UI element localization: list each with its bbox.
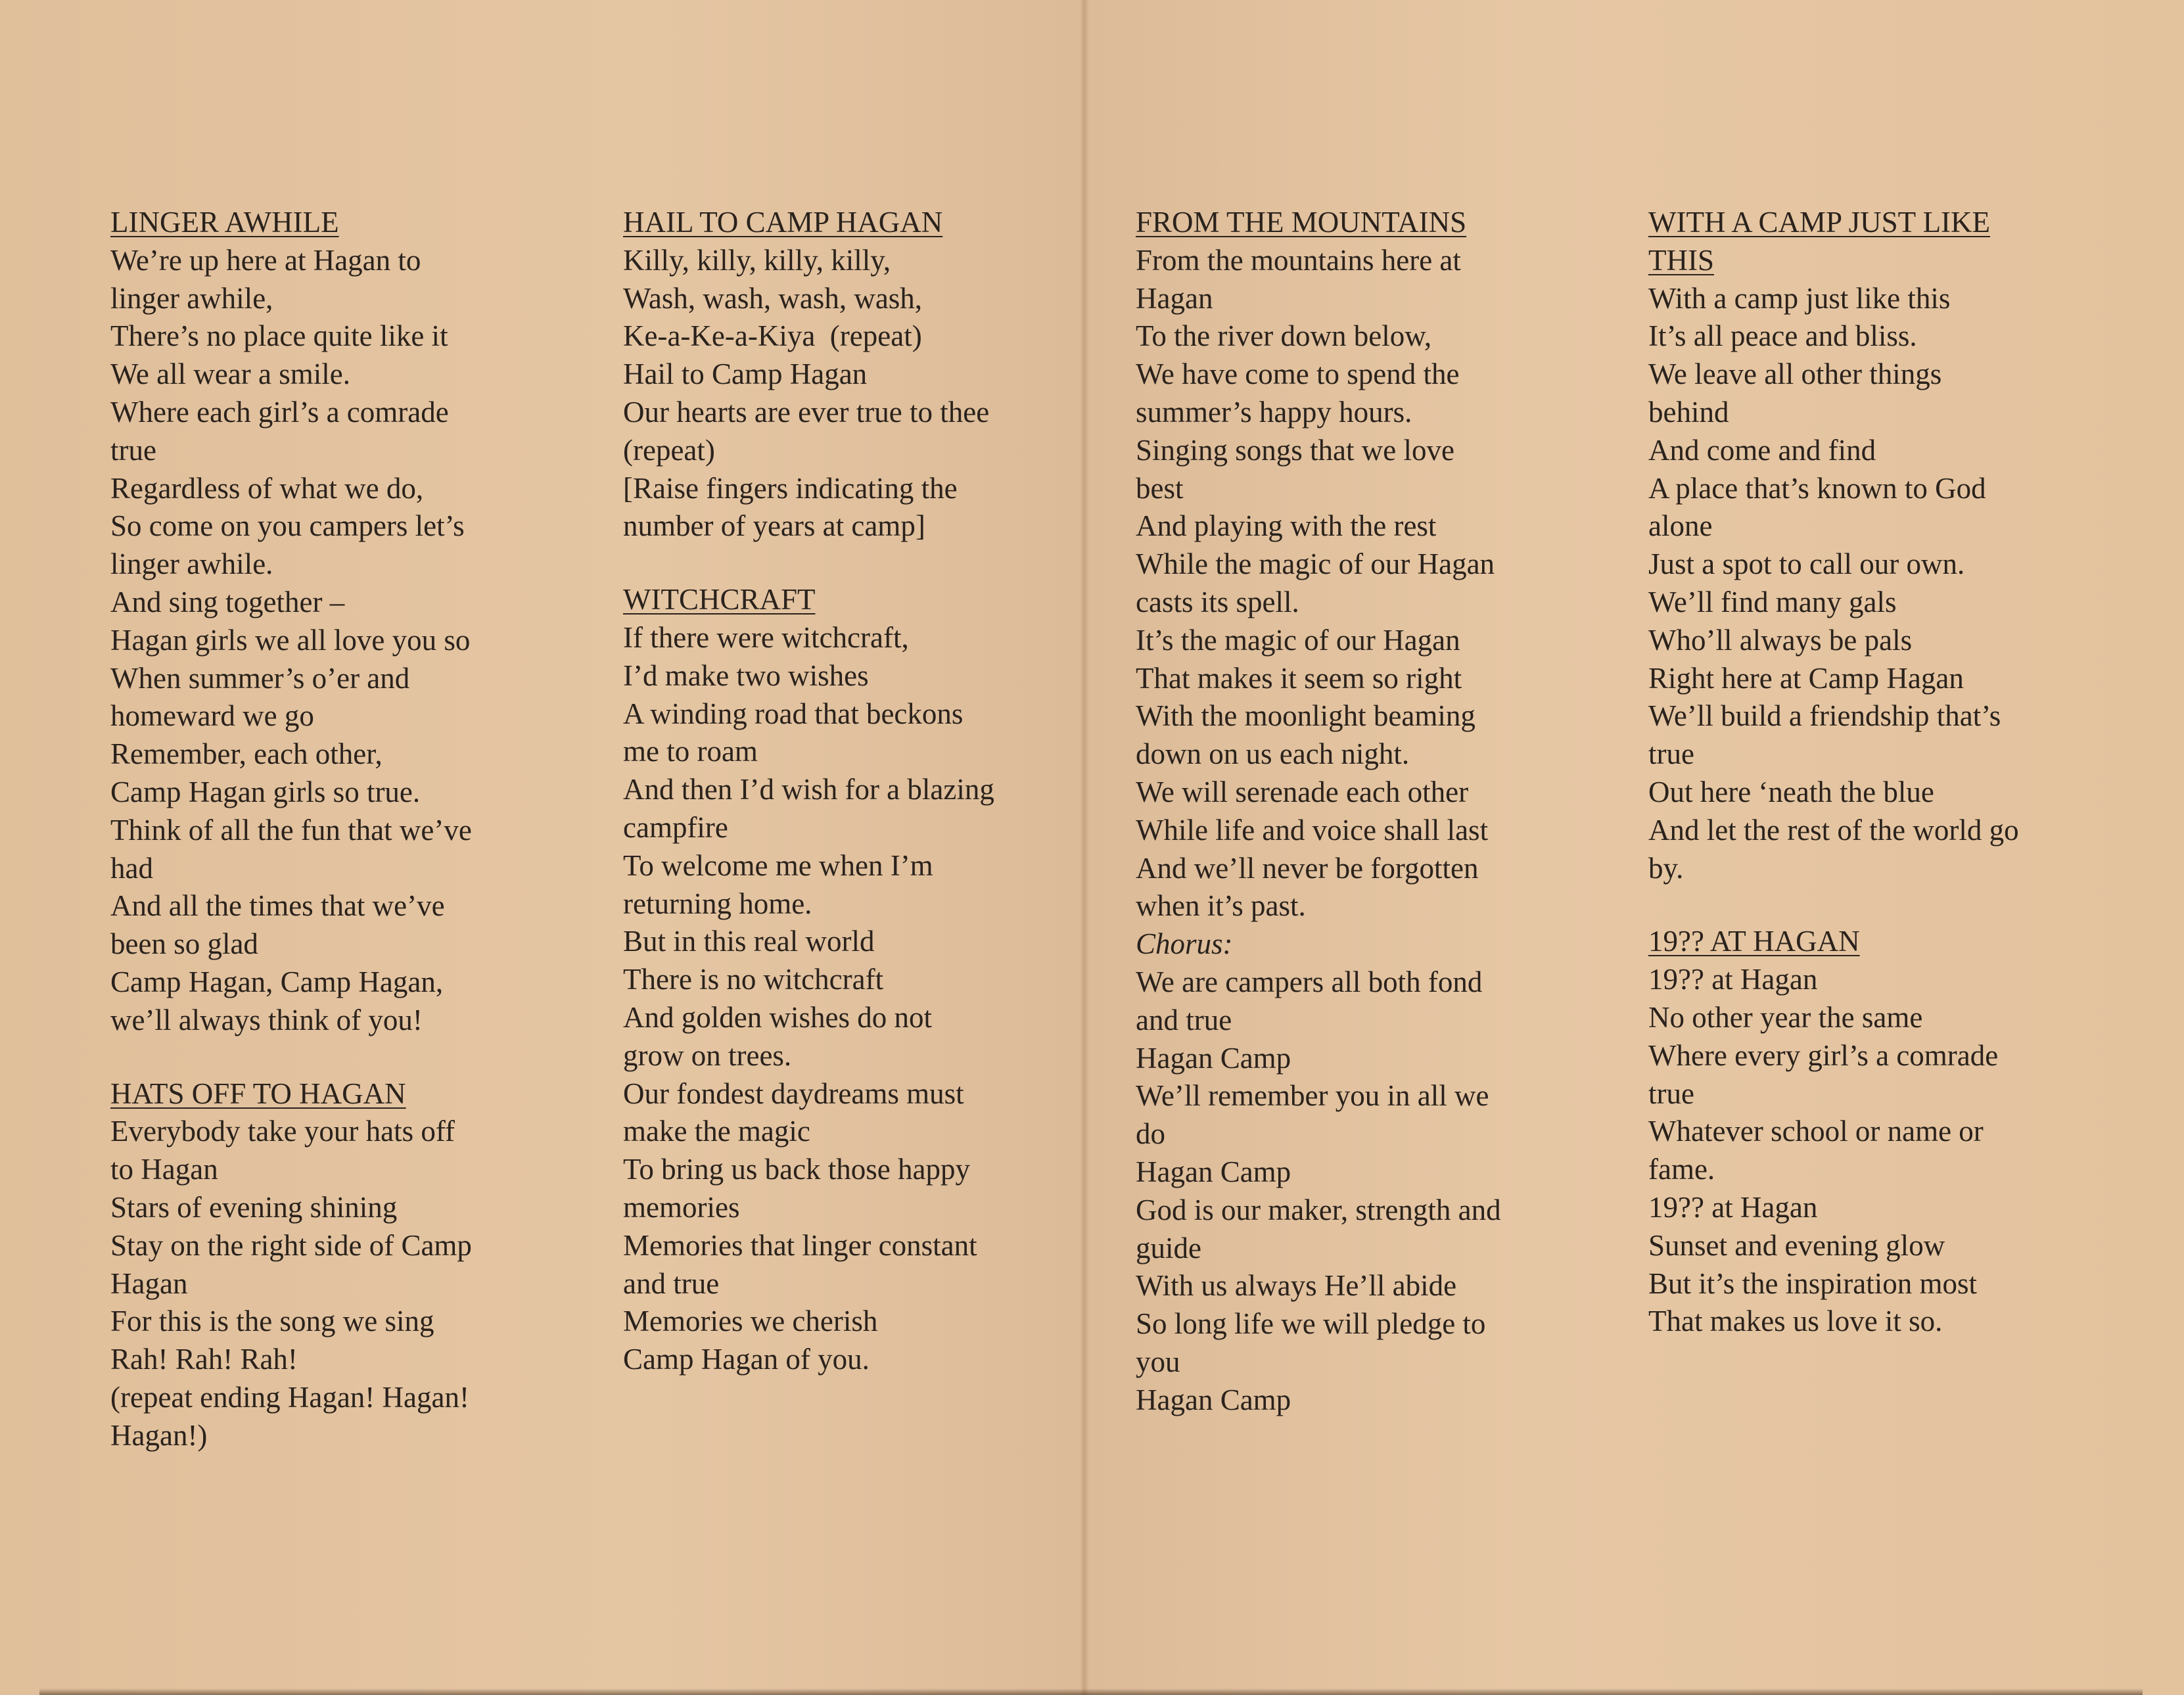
lyric-line: And golden wishes do not (623, 1000, 932, 1034)
lyric-line: That makes it seem so right (1136, 661, 1462, 695)
lyric-line: While life and voice shall last (1136, 813, 1489, 847)
column-4 (1648, 204, 2102, 1376)
song-title: HATS OFF TO HAGAN (110, 1077, 406, 1110)
lyric-line: And sing together – (110, 585, 345, 618)
lyric-line: (repeat ending Hagan! Hagan! (110, 1380, 469, 1414)
lyric-line: We’ll find many gals (1648, 585, 1897, 618)
lyric-line: by. (1648, 851, 1684, 885)
song-title: HAIL TO CAMP HAGAN (623, 206, 943, 239)
lyric-line: Camp Hagan girls so true. (110, 775, 421, 808)
lyric-line: fame. (1648, 1153, 1715, 1186)
lyric-line: to Hagan (110, 1153, 218, 1186)
chorus-label: Chorus: (1136, 927, 1233, 961)
lyric-line: number of years at camp] (623, 509, 925, 543)
lyric-line: Hagan (1136, 281, 1213, 315)
lyric-line: grow on trees. (623, 1038, 792, 1072)
lyric-line: And come and find (1648, 433, 1876, 467)
lyric-line: Hail to Camp Hagan (623, 358, 868, 391)
lyric-line: Right here at Camp Hagan (1648, 661, 1964, 695)
lyric-line: we’ll always think of you! (110, 1003, 423, 1036)
lyric-line: It’s the magic of our Hagan (1136, 623, 1460, 657)
lyric-line: campfire (623, 810, 728, 844)
lyric-line: And we’ll never be forgotten (1136, 851, 1479, 885)
lyric-line: returning home. (623, 887, 812, 920)
lyric-line: make the magic (623, 1115, 810, 1148)
lyric-line: Where every girl’s a comrade (1648, 1038, 1999, 1072)
lyric-line: With the moonlight beaming (1136, 699, 1475, 733)
lyric-line: [Raise fingers indicating the (623, 471, 958, 505)
lyric-line: A place that’s known to God (1648, 471, 1986, 505)
lyric-line: me to roam (623, 735, 758, 768)
lyric-line: So come on you campers let’s (110, 509, 465, 543)
lyric-line: If there were witchcraft, (623, 620, 909, 654)
lyric-line: And then I’d wish for a blazing (623, 773, 994, 806)
lyric-line: Hagan (110, 1266, 188, 1300)
lyric-line: (repeat) (623, 433, 715, 467)
lyric-line: But it’s the inspiration most (1648, 1266, 1978, 1300)
song-hail-to-camp-hagan (623, 204, 1077, 546)
chorus-line: you (1136, 1345, 1180, 1378)
lyric-line: true (1648, 1077, 1694, 1110)
lyric-line: And all the times that we’ve (110, 889, 445, 923)
lyric-line: Sunset and evening glow (1648, 1228, 1945, 1262)
lyric-line: true (1648, 737, 1694, 771)
chorus-line: and true (1136, 1003, 1232, 1036)
lyric-line: To welcome me when I’m (623, 848, 933, 882)
chorus-line: guide (1136, 1231, 1201, 1265)
lyric-line: Our fondest daydreams must (623, 1077, 964, 1110)
lyric-line: We all wear a smile. (110, 358, 350, 391)
lyric-line: Stars of evening shining (110, 1190, 398, 1224)
lyric-line: When summer’s o’er and (110, 661, 410, 695)
lyric-line: homeward we go (110, 699, 314, 733)
lyric-line: Stay on the right side of Camp (110, 1228, 472, 1262)
lyric-line: Out here ‘neath the blue (1648, 775, 1934, 808)
lyric-line: With a camp just like this (1648, 281, 1951, 315)
lyric-line: That makes us love it so. (1648, 1305, 1943, 1338)
lyric-line: But in this real world (623, 925, 875, 958)
lyric-line: Singing songs that we love (1136, 433, 1454, 467)
chorus-line: God is our maker, strength and (1136, 1193, 1501, 1226)
lyric-line: Our hearts are ever true to thee (623, 395, 990, 429)
lyric-line: best (1136, 471, 1184, 505)
lyric-line: For this is the song we sing (110, 1305, 434, 1338)
lyric-line: Who’ll always be pals (1648, 623, 1913, 657)
center-fold (1080, 0, 1089, 1695)
chorus-line: So long life we will pledge to (1136, 1307, 1486, 1341)
lyric-line: 19?? at Hagan (1648, 1190, 1818, 1224)
song-title: WITH A CAMP JUST LIKE (1648, 206, 1991, 239)
lyric-line: Memories that linger constant (623, 1228, 977, 1262)
lyric-line: A winding road that beckons (623, 697, 964, 730)
lyric-line: memories (623, 1190, 740, 1224)
song-with-a-camp-just-like-this (1648, 204, 2102, 887)
lyric-line: We will serenade each other (1136, 775, 1469, 808)
lyric-line: Remember, each other, (110, 737, 383, 771)
song-title: FROM THE MOUNTAINS (1136, 206, 1467, 239)
lyric-line: To bring us back those happy (623, 1153, 971, 1186)
lyric-line: had (110, 851, 153, 885)
lyric-line: Camp Hagan, Camp Hagan, (110, 965, 444, 998)
lyric-line: been so glad (110, 927, 258, 961)
chorus-line: do (1136, 1117, 1165, 1151)
lyric-line: Whatever school or name or (1648, 1115, 1984, 1148)
lyric-line: Regardless of what we do, (110, 471, 424, 505)
column-2 (623, 204, 1077, 1414)
lyric-line: We have come to spend the (1136, 358, 1460, 391)
song-title: WITCHCRAFT (623, 583, 816, 616)
song-19-at-hagan (1648, 923, 2102, 1341)
column-3 (1136, 204, 1589, 1455)
lyric-line: Rah! Rah! Rah! (110, 1343, 298, 1376)
song-title: 19?? AT HAGAN (1648, 925, 1860, 958)
lyric-line: when it’s past. (1136, 889, 1306, 923)
chorus-line: We’ll remember you in all we (1136, 1079, 1489, 1113)
lyric-line: Just a spot to call our own. (1648, 547, 1965, 581)
lyric-line: It’s all peace and bliss. (1648, 319, 1917, 353)
song-title: LINGER AWHILE (110, 206, 339, 239)
lyric-line: And let the rest of the world go (1648, 813, 2019, 847)
chorus-line: With us always He’ll abide (1136, 1269, 1457, 1303)
lyric-line: While the magic of our Hagan (1136, 547, 1495, 581)
lyric-line: From the mountains here at (1136, 243, 1461, 277)
bottom-edge-shadow (39, 1688, 2143, 1695)
song-witchcraft (623, 581, 1077, 1379)
lyric-line: There’s no place quite like it (110, 319, 448, 353)
lyric-line: and true (623, 1266, 720, 1300)
lyric-line: Hagan!) (110, 1418, 208, 1452)
lyric-line: Hagan girls we all love you so (110, 623, 471, 657)
lyric-line: down on us each night. (1136, 737, 1410, 771)
lyric-line: There is no witchcraft (623, 963, 884, 996)
song-hats-off-to-hagan (110, 1075, 564, 1455)
chorus-line: Hagan Camp (1136, 1155, 1291, 1188)
lyric-line: Wash, wash, wash, wash, (623, 281, 923, 315)
song-title: THIS (1648, 243, 1714, 277)
chorus-line: We are campers all both fond (1136, 965, 1483, 998)
chorus-line: Hagan Camp (1136, 1041, 1291, 1075)
lyric-line: No other year the same (1648, 1000, 1923, 1034)
lyric-line: alone (1648, 509, 1713, 543)
lyric-line: I’d make two wishes (623, 659, 869, 692)
chorus-line: Hagan Camp (1136, 1383, 1291, 1416)
lyric-line: To the river down below, (1136, 319, 1432, 353)
lyric-line: Camp Hagan of you. (623, 1343, 870, 1376)
lyric-line: summer’s happy hours. (1136, 395, 1412, 429)
lyric-line: Memories we cherish (623, 1305, 878, 1338)
song-from-the-mountains (1136, 204, 1589, 1420)
lyric-line: Think of all the fun that we’ve (110, 813, 472, 847)
lyric-line: true (110, 433, 156, 467)
song-linger-awhile (110, 204, 564, 1040)
lyric-line: Ke-a-Ke-a-Kiya (repeat) (623, 319, 922, 353)
lyric-line: casts its spell. (1136, 585, 1299, 618)
lyric-line: We’re up here at Hagan to (110, 243, 421, 277)
lyric-line: We leave all other things (1648, 358, 1942, 391)
lyric-line: Where each girl’s a comrade (110, 395, 449, 429)
column-1 (110, 204, 564, 1491)
lyric-line: linger awhile. (110, 547, 273, 581)
lyric-line: linger awhile, (110, 281, 273, 315)
lyric-line: 19?? at Hagan (1648, 963, 1818, 996)
lyric-line: We’ll build a friendship that’s (1648, 699, 2001, 733)
lyric-line: Everybody take your hats off (110, 1115, 455, 1148)
lyric-line: And playing with the rest (1136, 509, 1437, 543)
lyric-line: behind (1648, 395, 1729, 429)
lyric-line: Killy, killy, killy, killy, (623, 243, 891, 277)
